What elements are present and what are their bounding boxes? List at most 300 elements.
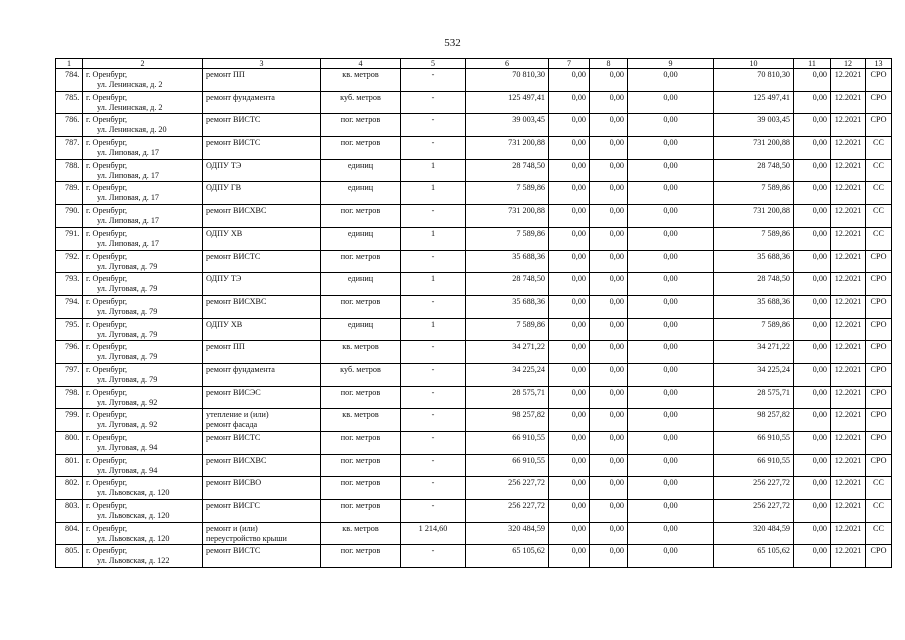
col9-cell: 0,00: [628, 545, 714, 568]
col9-cell: 0,00: [628, 159, 714, 182]
address-street: ул. Ленинская, д. 2: [97, 80, 163, 89]
unit-cell: пог. метров: [321, 250, 401, 273]
table-row: [56, 386, 892, 409]
col9-cell: 0,00: [628, 522, 714, 545]
table-row: [56, 500, 892, 523]
total-cost-cell: 66 910,55: [466, 454, 549, 477]
col11-cell: 0,00: [794, 318, 831, 341]
volume-cell: 1 214,60: [401, 522, 466, 545]
col8-cell: 0,00: [590, 69, 628, 92]
unit-cell: кв. метров: [321, 341, 401, 364]
total-cost-cell: 34 271,22: [466, 341, 549, 364]
col8-cell: 0,00: [590, 250, 628, 273]
total-cost-cell: 34 225,24: [466, 363, 549, 386]
volume-cell: -: [401, 205, 466, 228]
col11-cell: 0,00: [794, 295, 831, 318]
col8-cell: 0,00: [590, 341, 628, 364]
col11-cell: 0,00: [794, 250, 831, 273]
col8-cell: 0,00: [590, 386, 628, 409]
address-cell: [83, 250, 203, 273]
column-header: 11: [794, 59, 831, 69]
column-header: 2: [83, 59, 203, 69]
col11-cell: 0,00: [794, 114, 831, 137]
address-cell: [83, 182, 203, 205]
col8-cell: 0,00: [590, 295, 628, 318]
col8-cell: 0,00: [590, 500, 628, 523]
column-header: 4: [321, 59, 401, 69]
work-type: ремонт фундамента: [206, 92, 275, 102]
row-number: 790.: [56, 205, 83, 228]
address-street: ул. Луговая, д. 79: [97, 352, 158, 362]
unit-cell: куб. метров: [321, 91, 401, 114]
funding-source-cell: СС: [866, 227, 892, 250]
address-street: ул. Львовская, д. 120: [97, 511, 170, 521]
unit-cell: единиц: [321, 182, 401, 205]
table-row: [56, 432, 892, 455]
address-cell: [83, 159, 203, 182]
funding-source-cell: СРО: [866, 432, 892, 455]
work-type: ОДПУ ТЭ: [206, 274, 242, 284]
col7-cell: 0,00: [549, 295, 590, 318]
fund-cost-cell: 35 688,36: [714, 250, 794, 273]
funding-source-cell: СРО: [866, 318, 892, 341]
address-street: ул. Луговая, д. 94: [97, 443, 158, 452]
address-cell: [83, 205, 203, 228]
address-city: г. Оренбург,: [86, 455, 128, 465]
address-cell: [83, 137, 203, 160]
address-street: ул. Луговая, д. 92: [97, 397, 158, 407]
col7-cell: 0,00: [549, 363, 590, 386]
fund-cost-cell: 256 227,72: [714, 477, 794, 500]
col9-cell: 0,00: [628, 500, 714, 523]
col7-cell: 0,00: [549, 545, 590, 568]
col7-cell: 0,00: [549, 409, 590, 432]
address-city: г. Оренбург,: [86, 319, 128, 329]
unit-cell: пог. метров: [321, 454, 401, 477]
work-type-cell: [203, 250, 321, 273]
address-city: г. Оренбург,: [86, 228, 128, 238]
completion-date-cell: 12.2021: [831, 318, 866, 341]
funding-source-cell: СРО: [866, 69, 892, 92]
volume-cell: 1: [401, 227, 466, 250]
total-cost-cell: 320 484,59: [466, 522, 549, 545]
unit-cell: единиц: [321, 159, 401, 182]
work-type-cell: [203, 318, 321, 341]
table-row: [56, 341, 892, 364]
column-header: 1: [56, 59, 83, 69]
volume-cell: -: [401, 341, 466, 364]
address-street: ул. Липовая, д. 17: [97, 170, 160, 180]
row-number: 796.: [56, 341, 83, 364]
col7-cell: 0,00: [549, 91, 590, 114]
table-row: [56, 318, 892, 341]
row-number: 785.: [56, 91, 83, 114]
row-number: 801.: [56, 454, 83, 477]
fund-cost-cell: 7 589,86: [714, 227, 794, 250]
completion-date-cell: 12.2021: [831, 409, 866, 432]
table-row: [56, 91, 892, 114]
address-street: ул. Липовая, д. 17: [97, 238, 160, 248]
address-city: г. Оренбург,: [86, 274, 128, 284]
page-number: 532: [444, 37, 461, 49]
total-cost-cell: 256 227,72: [466, 477, 549, 500]
row-number: 791.: [56, 227, 83, 250]
fund-cost-cell: 28 748,50: [714, 159, 794, 182]
funding-source-cell: СРО: [866, 341, 892, 364]
address-city: г. Оренбург,: [86, 501, 128, 511]
col7-cell: 0,00: [549, 432, 590, 455]
table-row: [56, 182, 892, 205]
work-type: ОДПУ ХВ: [206, 228, 243, 238]
col7-cell: 0,00: [549, 227, 590, 250]
funding-source-cell: СРО: [866, 273, 892, 296]
row-number: 792.: [56, 250, 83, 273]
work-type: ремонт ВИСХВС: [206, 206, 267, 216]
address-city: г. Оренбург,: [86, 183, 128, 193]
col8-cell: 0,00: [590, 273, 628, 296]
col9-cell: 0,00: [628, 137, 714, 160]
row-number: 805.: [56, 545, 83, 568]
funding-source-cell: СРО: [866, 91, 892, 114]
fund-cost-cell: 320 484,59: [714, 522, 794, 545]
fund-cost-cell: 7 589,86: [714, 318, 794, 341]
unit-cell: кв. метров: [321, 522, 401, 545]
completion-date-cell: 12.2021: [831, 477, 866, 500]
work-type-continued: ремонт фасада: [206, 420, 258, 430]
address-cell: [83, 273, 203, 296]
unit-cell: единиц: [321, 318, 401, 341]
completion-date-cell: 12.2021: [831, 182, 866, 205]
completion-date-cell: 12.2021: [831, 341, 866, 364]
col11-cell: 0,00: [794, 363, 831, 386]
table-header: [56, 59, 892, 69]
address-city: г. Оренбург,: [86, 138, 128, 148]
work-type: ОДПУ ГВ: [206, 183, 242, 193]
completion-date-cell: 12.2021: [831, 91, 866, 114]
work-type-cell: [203, 227, 321, 250]
row-number: 787.: [56, 137, 83, 160]
work-type-cell: [203, 341, 321, 364]
row-number: 788.: [56, 159, 83, 182]
address-cell: [83, 500, 203, 523]
row-number: 804.: [56, 522, 83, 545]
address-city: г. Оренбург,: [86, 296, 128, 306]
row-number: 795.: [56, 318, 83, 341]
address-cell: [83, 522, 203, 545]
col9-cell: 0,00: [628, 182, 714, 205]
address-cell: [83, 477, 203, 500]
completion-date-cell: 12.2021: [831, 227, 866, 250]
col11-cell: 0,00: [794, 386, 831, 409]
address-street: ул. Ленинская, д. 20: [97, 125, 167, 135]
col7-cell: 0,00: [549, 386, 590, 409]
work-type-cell: [203, 114, 321, 137]
address-city: г. Оренбург,: [86, 251, 128, 261]
address-cell: [83, 386, 203, 409]
funding-source-cell: СС: [866, 137, 892, 160]
row-number: 797.: [56, 363, 83, 386]
work-type-cell: [203, 205, 321, 228]
address-cell: [83, 295, 203, 318]
col7-cell: 0,00: [549, 454, 590, 477]
total-cost-cell: 35 688,36: [466, 295, 549, 318]
funding-source-cell: СС: [866, 522, 892, 545]
col8-cell: 0,00: [590, 477, 628, 500]
funding-source-cell: СС: [866, 159, 892, 182]
col9-cell: 0,00: [628, 432, 714, 455]
volume-cell: 1: [401, 273, 466, 296]
table-row: [56, 69, 892, 92]
col8-cell: 0,00: [590, 114, 628, 137]
col9-cell: 0,00: [628, 363, 714, 386]
column-header: 8: [590, 59, 628, 69]
work-type-cell: [203, 522, 321, 545]
work-type: ремонт фундамента: [206, 364, 275, 374]
col11-cell: 0,00: [794, 159, 831, 182]
col9-cell: 0,00: [628, 295, 714, 318]
address-street: ул. Львовская, д. 120: [97, 533, 170, 543]
work-type-cell: [203, 477, 321, 500]
address-cell: [83, 114, 203, 137]
col11-cell: 0,00: [794, 477, 831, 500]
col11-cell: 0,00: [794, 522, 831, 545]
address-street: ул. Луговая, д. 92: [97, 420, 158, 430]
col9-cell: 0,00: [628, 409, 714, 432]
funding-source-cell: СРО: [866, 545, 892, 568]
completion-date-cell: 12.2021: [831, 500, 866, 523]
address-cell: [83, 432, 203, 455]
table-row: [56, 114, 892, 137]
col7-cell: 0,00: [549, 250, 590, 273]
work-type-cell: [203, 545, 321, 568]
address-street: ул. Луговая, д. 79: [97, 284, 158, 294]
fund-cost-cell: 98 257,82: [714, 409, 794, 432]
col9-cell: 0,00: [628, 205, 714, 228]
total-cost-cell: 256 227,72: [466, 500, 549, 523]
total-cost-cell: 28 748,50: [466, 159, 549, 182]
work-type: ремонт ВИСГС: [206, 501, 260, 511]
column-header: 9: [628, 59, 714, 69]
table-row: [56, 477, 892, 500]
address-street: ул. Луговая, д. 79: [97, 329, 158, 339]
address-street: ул. Львовская, д. 120: [97, 488, 170, 498]
work-type-cell: [203, 159, 321, 182]
completion-date-cell: 12.2021: [831, 159, 866, 182]
completion-date-cell: 12.2021: [831, 114, 866, 137]
col8-cell: 0,00: [590, 227, 628, 250]
work-type: ремонт и (или): [206, 523, 258, 533]
total-cost-cell: 39 003,45: [466, 114, 549, 137]
address-city: г. Оренбург,: [86, 115, 128, 125]
total-cost-cell: 28 575,71: [466, 386, 549, 409]
address-street: ул. Львовская, д. 122: [97, 556, 170, 566]
table-row: [56, 363, 892, 386]
volume-cell: -: [401, 477, 466, 500]
col9-cell: 0,00: [628, 318, 714, 341]
total-cost-cell: 98 257,82: [466, 409, 549, 432]
work-type: ремонт ВИСТС: [206, 251, 261, 261]
funding-source-cell: СРО: [866, 454, 892, 477]
address-city: г. Оренбург,: [86, 70, 128, 79]
col9-cell: 0,00: [628, 114, 714, 137]
row-number: 793.: [56, 273, 83, 296]
col8-cell: 0,00: [590, 363, 628, 386]
unit-cell: пог. метров: [321, 114, 401, 137]
unit-cell: единиц: [321, 273, 401, 296]
completion-date-cell: 12.2021: [831, 273, 866, 296]
unit-cell: пог. метров: [321, 500, 401, 523]
fund-cost-cell: 65 105,62: [714, 545, 794, 568]
funding-source-cell: СРО: [866, 363, 892, 386]
address-cell: [83, 91, 203, 114]
unit-cell: пог. метров: [321, 386, 401, 409]
total-cost-cell: 125 497,41: [466, 91, 549, 114]
fund-cost-cell: 731 200,88: [714, 205, 794, 228]
work-type-cell: [203, 386, 321, 409]
col7-cell: 0,00: [549, 477, 590, 500]
fund-cost-cell: 34 225,24: [714, 363, 794, 386]
unit-cell: пог. метров: [321, 295, 401, 318]
volume-cell: -: [401, 409, 466, 432]
fund-cost-cell: 35 688,36: [714, 295, 794, 318]
table-row: [56, 522, 892, 545]
col7-cell: 0,00: [549, 182, 590, 205]
work-type-continued: переустройство крыши: [206, 533, 287, 543]
fund-cost-cell: 66 910,55: [714, 454, 794, 477]
column-header: 13: [866, 59, 892, 69]
funding-source-cell: СС: [866, 182, 892, 205]
table-body: [56, 69, 892, 568]
col8-cell: 0,00: [590, 432, 628, 455]
work-type: ремонт ВИСХВС: [206, 296, 267, 306]
col9-cell: 0,00: [628, 273, 714, 296]
work-type: ремонт ВИСТС: [206, 433, 261, 442]
col7-cell: 0,00: [549, 205, 590, 228]
col11-cell: 0,00: [794, 545, 831, 568]
address-cell: [83, 227, 203, 250]
work-type-cell: [203, 500, 321, 523]
col11-cell: 0,00: [794, 500, 831, 523]
table-row: [56, 273, 892, 296]
unit-cell: единиц: [321, 227, 401, 250]
col11-cell: 0,00: [794, 341, 831, 364]
work-type: ремонт ПП: [206, 342, 245, 352]
work-type-cell: [203, 409, 321, 432]
col7-cell: 0,00: [549, 522, 590, 545]
address-city: г. Оренбург,: [86, 523, 128, 533]
work-type: ОДПУ ХВ: [206, 319, 243, 329]
work-type: ОДПУ ТЭ: [206, 160, 242, 170]
volume-cell: -: [401, 500, 466, 523]
col11-cell: 0,00: [794, 454, 831, 477]
work-type-cell: [203, 137, 321, 160]
address-city: г. Оренбург,: [86, 410, 128, 420]
col11-cell: 0,00: [794, 137, 831, 160]
completion-date-cell: 12.2021: [831, 295, 866, 318]
row-number: 789.: [56, 182, 83, 205]
volume-cell: 1: [401, 318, 466, 341]
col8-cell: 0,00: [590, 137, 628, 160]
completion-date-cell: 12.2021: [831, 522, 866, 545]
completion-date-cell: 12.2021: [831, 432, 866, 455]
col11-cell: 0,00: [794, 227, 831, 250]
column-header: 12: [831, 59, 866, 69]
address-street: ул. Липовая, д. 17: [97, 148, 160, 158]
address-cell: [83, 545, 203, 568]
address-street: ул. Липовая, д. 17: [97, 193, 160, 203]
fund-cost-cell: 34 271,22: [714, 341, 794, 364]
col9-cell: 0,00: [628, 477, 714, 500]
completion-date-cell: 12.2021: [831, 69, 866, 92]
col8-cell: 0,00: [590, 454, 628, 477]
address-street: ул. Липовая, д. 17: [97, 216, 160, 226]
row-number: 798.: [56, 386, 83, 409]
fund-cost-cell: 256 227,72: [714, 500, 794, 523]
work-type-cell: [203, 273, 321, 296]
total-cost-cell: 7 589,86: [466, 227, 549, 250]
table-row: [56, 159, 892, 182]
address-cell: [83, 318, 203, 341]
unit-cell: куб. метров: [321, 363, 401, 386]
funding-source-cell: СС: [866, 477, 892, 500]
row-number: 800.: [56, 432, 83, 455]
fund-cost-cell: 70 810,30: [714, 69, 794, 92]
work-type: ремонт ВИСТС: [206, 546, 261, 556]
address-cell: [83, 341, 203, 364]
fund-cost-cell: 39 003,45: [714, 114, 794, 137]
col7-cell: 0,00: [549, 159, 590, 182]
completion-date-cell: 12.2021: [831, 454, 866, 477]
funding-source-cell: СРО: [866, 386, 892, 409]
address-city: г. Оренбург,: [86, 342, 128, 352]
column-header: 6: [466, 59, 549, 69]
address-city: г. Оренбург,: [86, 387, 128, 397]
unit-cell: пог. метров: [321, 137, 401, 160]
col11-cell: 0,00: [794, 182, 831, 205]
column-header: 5: [401, 59, 466, 69]
address-city: г. Оренбург,: [86, 92, 128, 102]
col7-cell: 0,00: [549, 137, 590, 160]
address-city: г. Оренбург,: [86, 433, 128, 442]
work-type-cell: [203, 454, 321, 477]
completion-date-cell: 12.2021: [831, 137, 866, 160]
volume-cell: -: [401, 545, 466, 568]
col8-cell: 0,00: [590, 318, 628, 341]
column-header: 7: [549, 59, 590, 69]
address-city: г. Оренбург,: [86, 364, 128, 374]
total-cost-cell: 7 589,86: [466, 182, 549, 205]
work-type-cell: [203, 91, 321, 114]
row-number: 799.: [56, 409, 83, 432]
address-street: ул. Луговая, д. 79: [97, 306, 158, 316]
total-cost-cell: 731 200,88: [466, 137, 549, 160]
total-cost-cell: 65 105,62: [466, 545, 549, 568]
col8-cell: 0,00: [590, 182, 628, 205]
row-number: 802.: [56, 477, 83, 500]
total-cost-cell: 28 748,50: [466, 273, 549, 296]
completion-date-cell: 12.2021: [831, 205, 866, 228]
registry-table: [55, 58, 892, 568]
table-row: [56, 137, 892, 160]
col7-cell: 0,00: [549, 318, 590, 341]
work-type-cell: [203, 363, 321, 386]
column-header: 10: [714, 59, 794, 69]
volume-cell: -: [401, 250, 466, 273]
col11-cell: 0,00: [794, 409, 831, 432]
work-type: ремонт ВИСХВС: [206, 455, 267, 465]
completion-date-cell: 12.2021: [831, 386, 866, 409]
col7-cell: 0,00: [549, 69, 590, 92]
